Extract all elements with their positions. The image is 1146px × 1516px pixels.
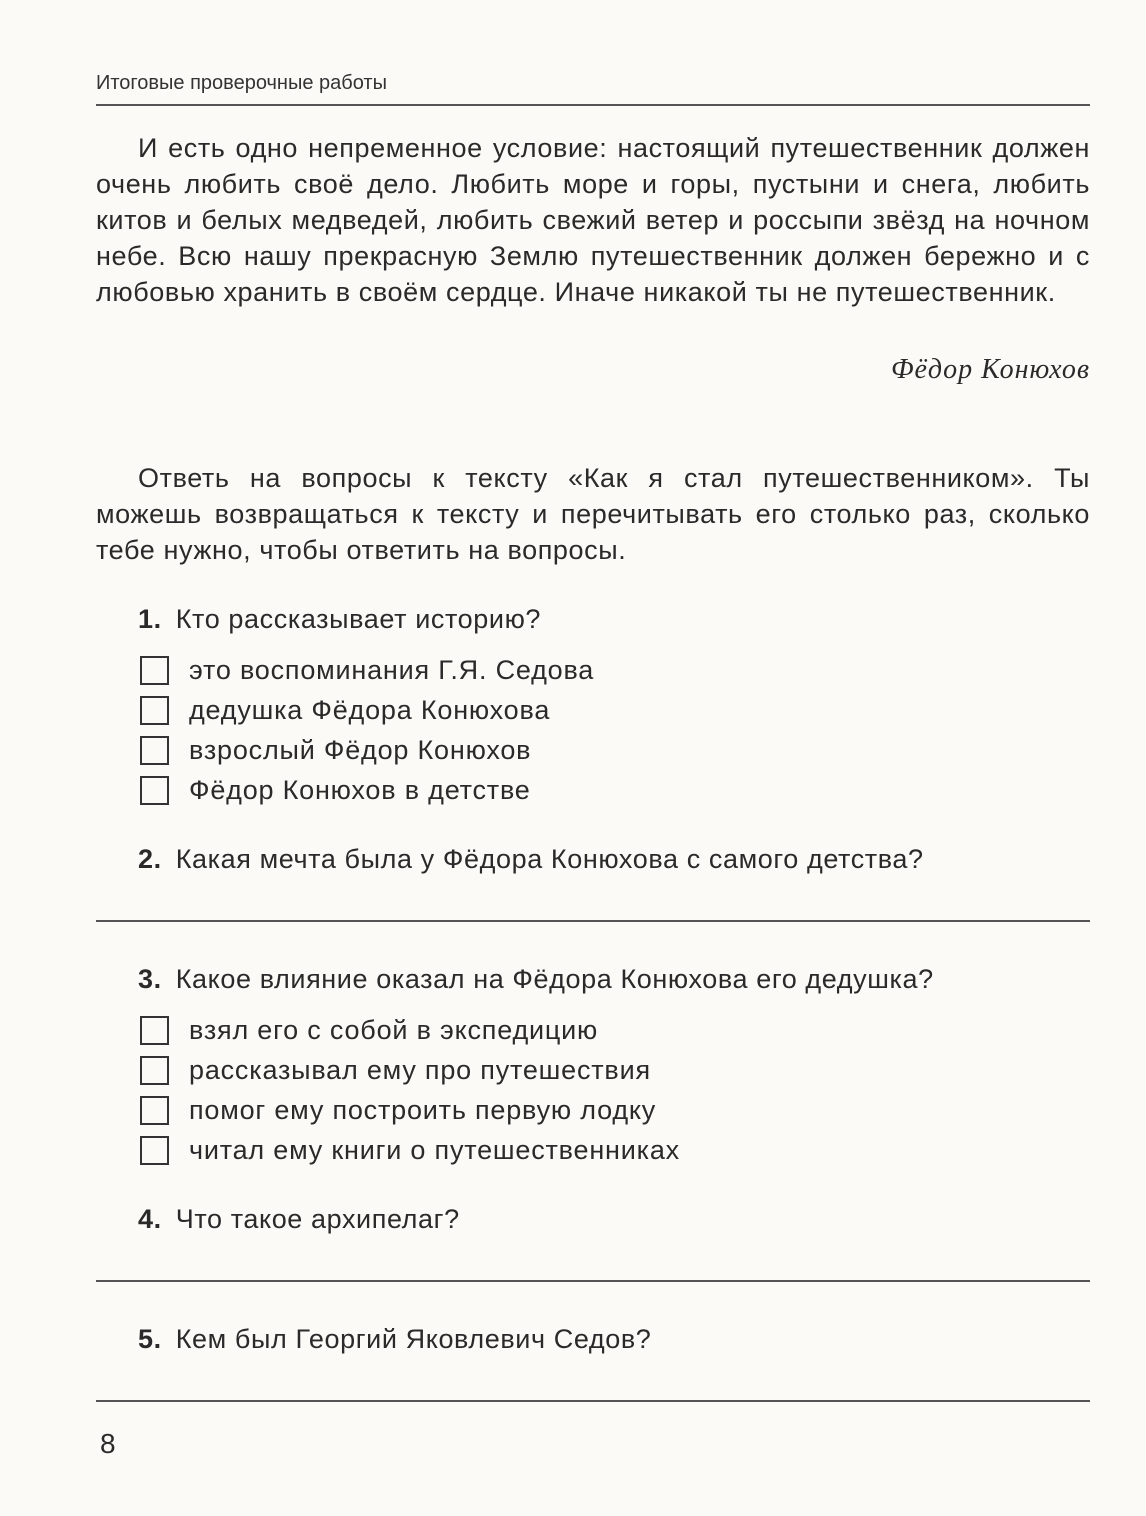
page-number: 8 [100,1428,116,1459]
checkbox[interactable] [140,1136,169,1165]
question-5 [138,1324,651,1355]
header-divider [96,104,1090,106]
option-item [140,1130,680,1170]
option-label: рассказывал ему про путешествия [189,1054,651,1085]
checkbox[interactable] [140,1016,169,1045]
option-label: взял его с собой в экспедицию [189,1014,599,1045]
option-item [140,770,594,810]
question-number: 5. [138,1324,162,1354]
question-text: Кто рассказывает историю? [175,604,542,634]
question-number: 1. [138,604,162,634]
question-number: 2. [138,844,162,874]
passage-author: Фёдор Конюхов [890,354,1090,385]
option-label: читал ему книги о путешественниках [189,1134,680,1165]
option-label: взрослый Фёдор Конюхов [189,734,532,765]
option-item [140,1010,680,1050]
question-2 [138,844,924,875]
option-label: дедушка Фёдора Конюхова [189,694,551,725]
option-label: помог ему построить первую лодку [189,1094,657,1125]
answer-line[interactable] [96,1400,1090,1402]
checkbox[interactable] [140,736,169,765]
question-4 [138,1204,460,1235]
option-item [140,650,594,690]
checkbox[interactable] [140,656,169,685]
option-item [140,1090,680,1130]
question-3-options [140,1010,680,1170]
checkbox[interactable] [140,696,169,725]
answer-line[interactable] [96,920,1090,922]
question-number: 4. [138,1204,162,1234]
instruction-text: Ответь на вопросы к тексту «Как я стал путешественником». Ты можешь возвращаться к тексту и перечитывать его столько раз, сколько тебе нужно, чтобы ответить на вопросы. [96,463,1090,565]
question-text: Какое влияние оказал на Фёдора Конюхова его дедушка? [175,964,934,994]
passage-text: И есть одно непременное условие: настоящий путешественник должен очень любить своё дело. Любить море и горы, пустыни и снега, любить китов и белых медведей, любить свежий ветер и россыпи звёзд на ночном небе. Всю нашу прекрасную Землю путешественник должен бережно и с любовью хранить в своём сердце. Иначе никакой ты не путешественник. [96,133,1090,307]
option-item [140,690,594,730]
answer-line[interactable] [96,1280,1090,1282]
question-text: Что такое архипелаг? [175,1204,460,1234]
option-item [140,730,594,770]
option-label: это воспоминания Г.Я. Седова [189,654,595,685]
page-header: Итоговые проверочные работы [96,72,387,94]
checkbox[interactable] [140,1056,169,1085]
option-item [140,1050,680,1090]
question-number: 3. [138,964,162,994]
option-label: Фёдор Конюхов в детстве [189,774,531,805]
question-text: Кем был Георгий Яковлевич Седов? [175,1324,652,1354]
question-1-options [140,650,594,810]
question-3 [138,964,934,995]
checkbox[interactable] [140,1096,169,1125]
question-1 [138,604,541,635]
checkbox[interactable] [140,776,169,805]
question-text: Какая мечта была у Фёдора Конюхова с самого детства? [175,844,924,874]
